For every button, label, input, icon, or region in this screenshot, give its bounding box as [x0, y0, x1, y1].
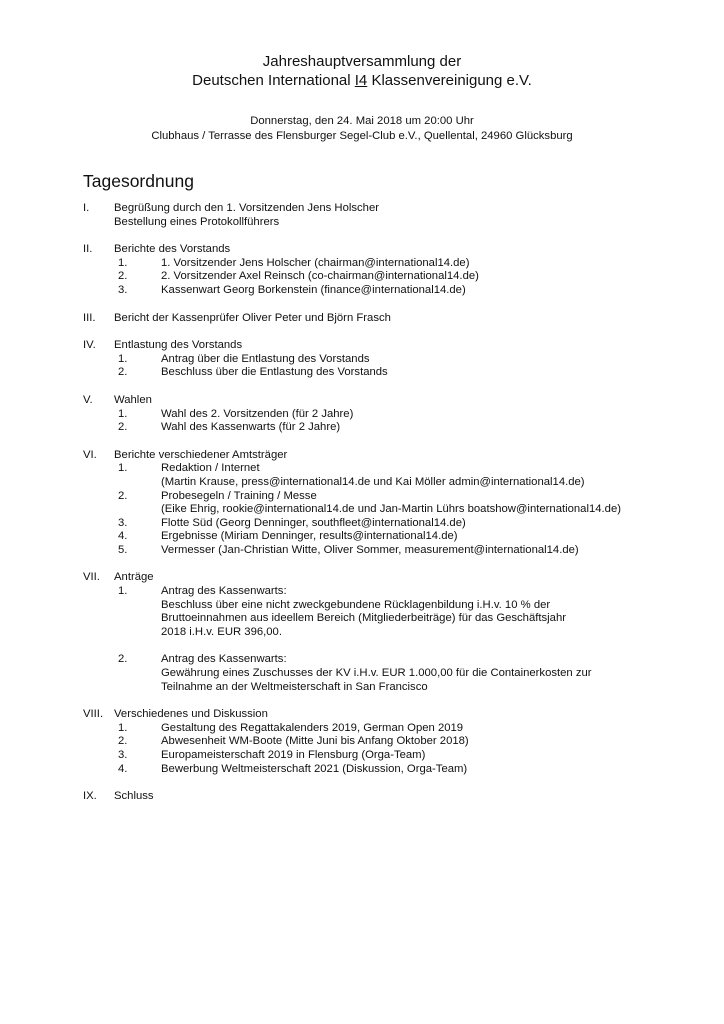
- meeting-info: [0, 114, 724, 144]
- item-text: Antrag über die Entlastung des Vorstands: [161, 352, 370, 365]
- item-text: Wahl des 2. Vorsitzenden (für 2 Jahre): [161, 407, 354, 420]
- meeting-location: Clubhaus / Terrasse des Flensburger Segel-Club e.V., Quellental, 24960 Glücksburg: [151, 130, 573, 142]
- section-title: Berichte verschiedener Amtsträger: [114, 448, 288, 461]
- section-number: VI.: [83, 448, 97, 461]
- item-text: Kassenwart Georg Borkenstein (finance@international14.de): [161, 283, 466, 296]
- section-number: IV.: [83, 339, 96, 352]
- section-title: Berichte des Vorstands: [114, 243, 231, 256]
- item-number: 5.: [118, 543, 128, 556]
- list-item: [118, 270, 703, 284]
- section-number: I.: [83, 202, 90, 214]
- list-item: [118, 408, 703, 422]
- agenda-section-6: [83, 449, 703, 558]
- list-item: [118, 366, 703, 380]
- item-text-detail: (Eike Ehrig, rookie@international14.de und Jan-Martin Lührs boatshow@international14.de): [161, 503, 622, 516]
- section-number: VII.: [83, 571, 100, 584]
- item-number: 4.: [118, 530, 128, 543]
- item-text: Ergebnisse (Miriam Denninger, results@international14.de): [161, 530, 458, 543]
- list-item: [118, 462, 703, 489]
- agenda-list: [83, 202, 703, 818]
- meeting-date: Donnerstag, den 24. Mai 2018 um 20:00 Uhr: [250, 115, 474, 127]
- agenda-section-1: [83, 202, 703, 229]
- item-number: 2.: [118, 489, 128, 502]
- item-number: 1.: [118, 721, 128, 734]
- item-number: 2.: [118, 366, 128, 379]
- item-text: Abwesenheit WM-Boote (Mitte Juni bis Anfang Oktober 2018): [161, 735, 469, 748]
- item-number: 1.: [118, 585, 128, 598]
- list-item: [118, 353, 703, 367]
- agenda-section-2: [83, 243, 703, 297]
- list-item: [118, 517, 703, 531]
- list-item: [118, 530, 703, 544]
- item-text-detail: Teilnahme an der Weltmeisterschaft in San Francisco: [161, 680, 428, 693]
- item-text: Vermesser (Jan-Christian Witte, Oliver Sommer, measurement@international14.de): [161, 543, 579, 556]
- item-text: Antrag des Kassenwarts:: [161, 653, 287, 666]
- item-number: 2.: [118, 270, 128, 283]
- section-title: Wahlen: [114, 393, 152, 406]
- list-item: [118, 421, 703, 435]
- item-text: Redaktion / Internet: [161, 462, 260, 475]
- section-number: VIII.: [83, 708, 104, 721]
- item-text: Beschluss über die Entlastung des Vorstands: [161, 366, 388, 379]
- section-line: Begrüßung durch den 1. Vorsitzenden Jens Holscher: [114, 202, 380, 214]
- item-number: 1.: [118, 256, 128, 269]
- agenda-section-4: [83, 339, 703, 380]
- item-number: 1.: [118, 352, 128, 365]
- section-number: III.: [83, 311, 96, 324]
- item-text: Bewerbung Weltmeisterschaft 2021 (Diskussion, Orga-Team): [161, 762, 468, 775]
- item-number: 3.: [118, 516, 128, 529]
- list-item: [118, 585, 703, 639]
- item-text: Wahl des Kassenwarts (für 2 Jahre): [161, 421, 341, 434]
- item-text: Gestaltung des Regattakalenders 2019, German Open 2019: [161, 721, 464, 734]
- agenda-section-7: [83, 571, 703, 694]
- title-line-2: [0, 71, 724, 90]
- item-text-detail: Gewährung eines Zuschusses der KV i.H.v. EUR 1.000,00 für die Containerkosten zur: [161, 667, 592, 680]
- item-text-detail: (Martin Krause, press@international14.de und Kai Möller admin@international14.de): [161, 475, 585, 488]
- item-number: 1.: [118, 462, 128, 475]
- item-text: Europameisterschaft 2019 in Flensburg (Orga-Team): [161, 749, 426, 761]
- item-text-detail: 2018 i.H.v. EUR 396,00.: [161, 625, 282, 638]
- list-item: [118, 653, 703, 694]
- list-item: [118, 722, 703, 736]
- item-number: 1.: [118, 407, 128, 420]
- section-title: Entlastung des Vorstands: [114, 339, 243, 352]
- section-number: IX.: [83, 790, 97, 803]
- section-title: Verschiedenes und Diskussion: [114, 708, 268, 721]
- section-line: Bestellung eines Protokollführers: [114, 215, 280, 228]
- title-line-1: Jahreshauptversammlung der: [262, 53, 462, 70]
- list-item: [118, 284, 703, 298]
- item-text: 2. Vorsitzender Axel Reinsch (co-chairman@international14.de): [161, 270, 479, 283]
- list-item: [118, 490, 703, 517]
- item-text: Probesegeln / Training / Messe: [161, 489, 317, 502]
- class-name-underlined: I4: [354, 72, 368, 89]
- item-number: 4.: [118, 762, 128, 775]
- section-title: Anträge: [114, 571, 154, 584]
- item-text-detail: Beschluss über eine nicht zweckgebundene Rücklagenbildung i.H.v. 10 % der: [161, 598, 551, 611]
- list-item: [118, 735, 703, 749]
- section-title: Schluss: [114, 790, 154, 803]
- item-text: 1. Vorsitzender Jens Holscher (chairman@international14.de): [161, 256, 470, 269]
- agenda-section-5: [83, 394, 703, 435]
- section-title: Bericht der Kassenprüfer Oliver Peter und Björn Frasch: [114, 311, 391, 324]
- list-item: [118, 749, 703, 763]
- item-number: 3.: [118, 749, 128, 761]
- title-line-2-pre: Deutschen International: [192, 72, 355, 89]
- item-text-detail: Bruttoeinnahmen aus ideellem Bereich (Mitgliederbeiträge) für das Geschäftsjahr: [161, 612, 567, 625]
- item-number: 2.: [118, 653, 128, 666]
- document-title: [0, 52, 724, 90]
- section-number: II.: [83, 243, 93, 256]
- section-number: V.: [83, 393, 93, 406]
- agenda-section-8: [83, 708, 703, 776]
- item-number: 3.: [118, 283, 128, 296]
- agenda-section-3: [83, 312, 703, 326]
- item-number: 2.: [118, 735, 128, 748]
- item-number: 2.: [118, 421, 128, 434]
- list-item: [118, 257, 703, 271]
- agenda-section-9: [83, 790, 703, 804]
- item-text: Antrag des Kassenwarts:: [161, 585, 287, 598]
- title-line-2-post: Klassenvereinigung e.V.: [367, 72, 532, 89]
- list-item: [118, 763, 703, 777]
- list-item: [118, 544, 703, 558]
- item-text: Flotte Süd (Georg Denninger, southfleet@international14.de): [161, 516, 466, 529]
- agenda-heading: Tagesordnung: [83, 171, 194, 191]
